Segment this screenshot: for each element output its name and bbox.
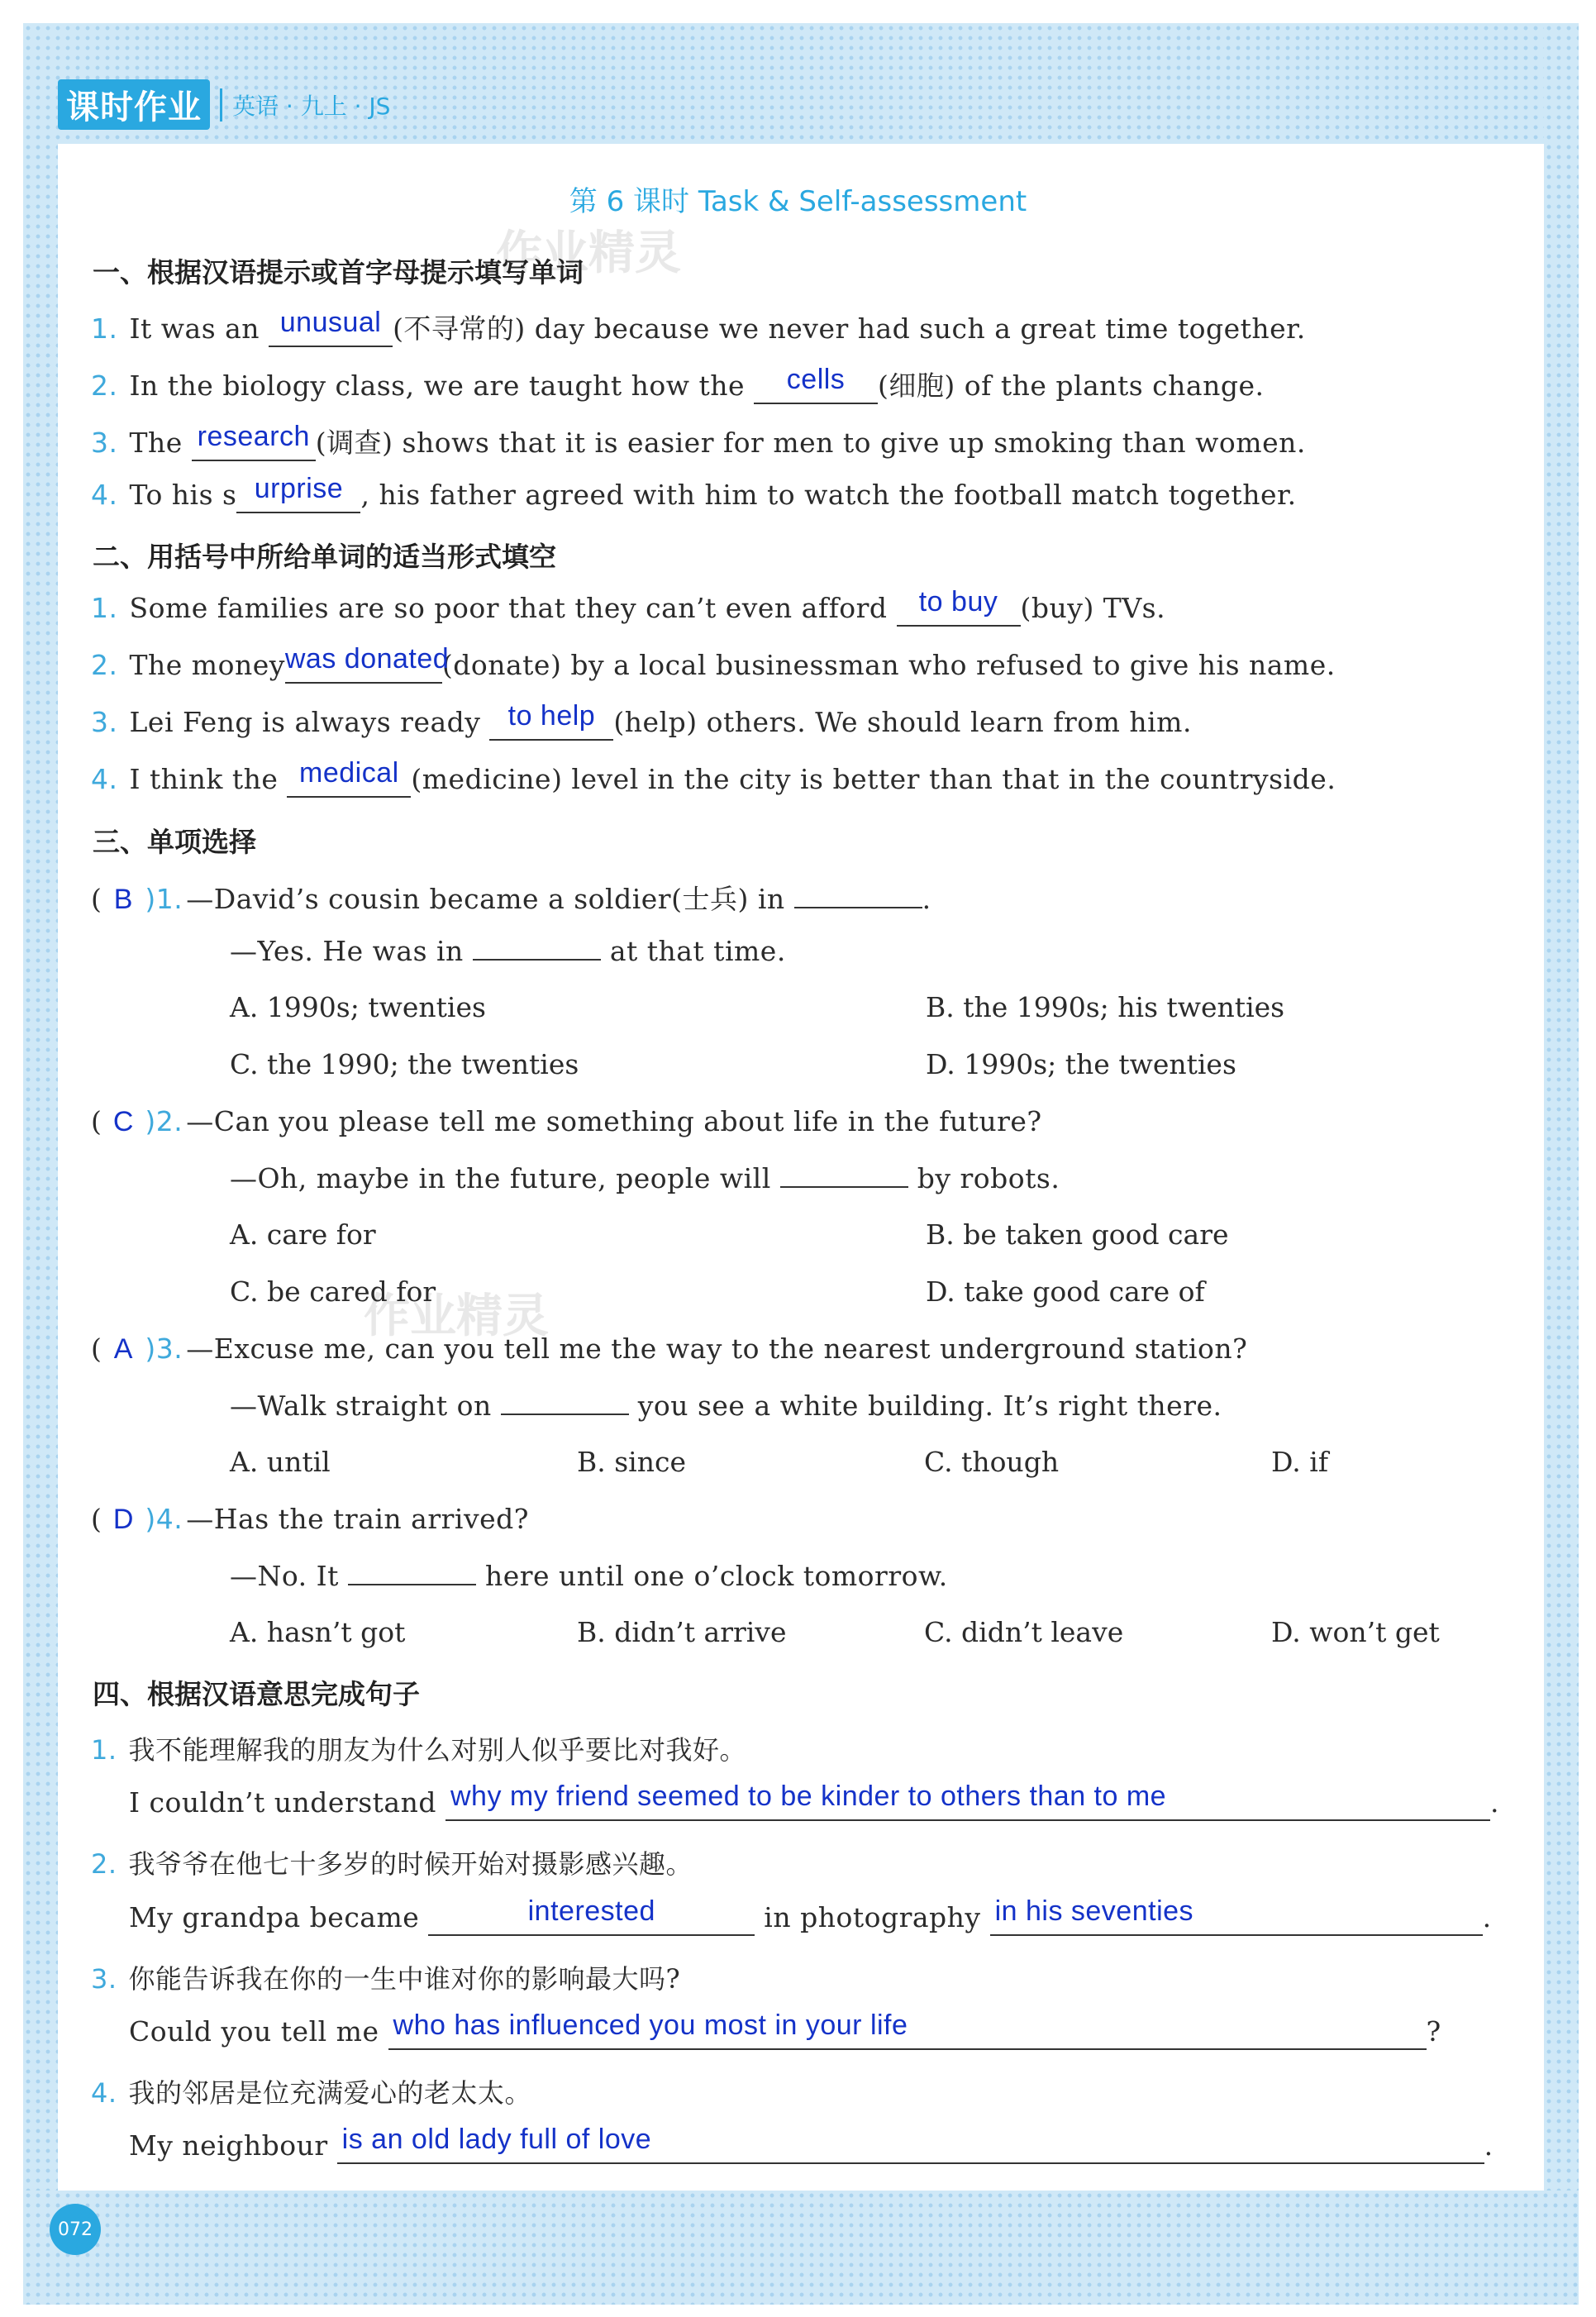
answer-blank[interactable]: interested <box>428 1901 755 1936</box>
s2-item-1: 1. Some families are so poor that they can’t even afford to buy (buy) TVs. <box>91 592 1165 627</box>
s4-item-2-english: My grandpa became interested in photography in his seventies . <box>129 1901 1492 1936</box>
logo-text: 课时作业 <box>58 79 210 130</box>
answer-blank[interactable] <box>501 1414 629 1415</box>
right-border-pattern <box>1544 23 1579 2305</box>
mc-question-1: ( B )1. —David’s cousin became a soldier(士兵) in . <box>91 883 931 915</box>
mc-question-2: ( C )2. —Can you please tell me something about life in the future? <box>91 1105 1042 1137</box>
s2-item-3: 3. Lei Feng is always ready to help (help) others. We should learn from him. <box>91 706 1192 741</box>
s4-item-1-english: I couldn’t understand why my friend seemed to be kinder to others than to me . <box>129 1786 1499 1821</box>
mc-question-4-reply: —No. It here until one o’clock tomorrow. <box>230 1560 948 1592</box>
answer-blank[interactable] <box>780 1186 908 1188</box>
option-a[interactable]: A. until <box>230 1446 331 1478</box>
section-4-title: 四、根据汉语意思完成句子 <box>93 1678 420 1710</box>
s1-item-2: 2. In the biology class, we are taught how the cells (细胞) of the plants change. <box>91 365 1265 404</box>
option-a[interactable]: A. 1990s; twenties <box>230 991 486 1023</box>
option-d[interactable]: D. won’t get <box>1271 1616 1440 1648</box>
header-logo <box>58 79 390 130</box>
option-a[interactable]: A. care for <box>230 1218 376 1251</box>
s1-item-1: 1. It was an unusual (不寻常的) day because we never had such a great time together. <box>91 308 1306 347</box>
option-c[interactable]: C. the 1990; the twenties <box>230 1048 579 1080</box>
s4-item-3-chinese: 3. 你能告诉我在你的一生中谁对你的影响最大吗? <box>91 1963 681 1995</box>
s2-item-2: 2. The moneywas donated(donate) by a local businessman who refused to give his name. <box>91 649 1336 684</box>
logo-divider <box>220 88 222 122</box>
s2-item-4: 4. I think the medical (medicine) level in the city is better than that in the countryside. <box>91 763 1336 798</box>
answer-blank[interactable]: to buy <box>897 592 1021 627</box>
s4-item-4-chinese: 4. 我的邻居是位充满爱心的老太太。 <box>91 2077 532 2109</box>
option-b[interactable]: B. didn’t arrive <box>577 1616 787 1648</box>
s1-item-4: 4. To his s urprise , his father agreed with him to watch the football match together. <box>91 479 1297 513</box>
answer-blank[interactable]: urprise <box>236 479 360 513</box>
mc-answer[interactable]: C <box>112 1106 134 1137</box>
option-d[interactable]: D. if <box>1271 1446 1329 1478</box>
s4-item-4-english: My neighbour is an old lady full of love . <box>129 2129 1494 2164</box>
answer-blank[interactable]: was donated <box>285 649 442 684</box>
answer-blank[interactable] <box>473 959 601 961</box>
mc-question-4: ( D )4. —Has the train arrived? <box>91 1503 529 1535</box>
page-number: 072 <box>50 2204 101 2255</box>
option-b[interactable]: B. the 1990s; his twenties <box>926 991 1285 1023</box>
s4-item-3-english: Could you tell me who has influenced you most in your life ? <box>129 2015 1441 2050</box>
lesson-title: 第 6 课时 Task & Self-assessment <box>569 185 1027 218</box>
answer-blank[interactable]: medical <box>287 763 411 798</box>
footer-pattern <box>23 2191 1579 2305</box>
option-a[interactable]: A. hasn’t got <box>230 1616 406 1648</box>
s4-item-2-chinese: 2. 我爷爷在他七十多岁的时候开始对摄影感兴趣。 <box>91 1848 693 1880</box>
answer-blank[interactable]: to help <box>489 706 613 741</box>
mc-question-2-reply: —Oh, maybe in the future, people will by robots. <box>230 1162 1060 1194</box>
section-2-title: 二、用括号中所给单词的适当形式填空 <box>93 541 556 573</box>
answer-blank[interactable]: cells <box>754 369 878 404</box>
mc-question-3: ( A )3. —Excuse me, can you tell me the way to the nearest underground station? <box>91 1333 1248 1365</box>
watermark: 作业精灵 <box>364 1290 549 1343</box>
option-c[interactable]: C. be cared for <box>230 1275 436 1308</box>
answer-blank[interactable]: who has influenced you most in your life <box>388 2015 1427 2050</box>
s1-item-3: 3. The research (调查) shows that it is easier for men to give up smoking than women. <box>91 422 1306 461</box>
answer-blank[interactable] <box>348 1584 476 1585</box>
watermark: 作业精灵 <box>496 226 681 280</box>
option-c[interactable]: C. though <box>924 1446 1060 1478</box>
left-border-pattern <box>23 23 58 2305</box>
section-3-title: 三、单项选择 <box>93 826 256 858</box>
answer-blank[interactable]: is an old lady full of love <box>337 2129 1484 2164</box>
option-d[interactable]: D. 1990s; the twenties <box>926 1048 1236 1080</box>
option-b[interactable]: B. be taken good care <box>926 1218 1229 1251</box>
mc-question-1-reply: —Yes. He was in at that time. <box>230 935 786 967</box>
mc-answer[interactable]: D <box>112 1504 134 1535</box>
answer-blank[interactable]: research <box>192 427 316 461</box>
mc-question-3-reply: —Walk straight on you see a white building. It’s right there. <box>230 1390 1222 1422</box>
s4-item-1-chinese: 1. 我不能理解我的朋友为什么对别人似乎要比对我好。 <box>91 1734 747 1766</box>
option-b[interactable]: B. since <box>577 1446 686 1478</box>
book-info: 英语 · 九上 · JS <box>232 92 391 120</box>
answer-blank[interactable]: unusual <box>269 312 393 347</box>
mc-answer[interactable]: B <box>113 884 133 915</box>
mc-answer[interactable]: A <box>113 1333 133 1365</box>
section-1-title: 一、根据汉语提示或首字母提示填写单词 <box>93 256 584 288</box>
answer-blank[interactable] <box>794 907 922 908</box>
answer-blank[interactable]: in his seventies <box>990 1901 1483 1936</box>
option-d[interactable]: D. take good care of <box>926 1275 1205 1308</box>
answer-blank[interactable]: why my friend seemed to be kinder to others than to me <box>445 1786 1490 1821</box>
option-c[interactable]: C. didn’t leave <box>924 1616 1124 1648</box>
